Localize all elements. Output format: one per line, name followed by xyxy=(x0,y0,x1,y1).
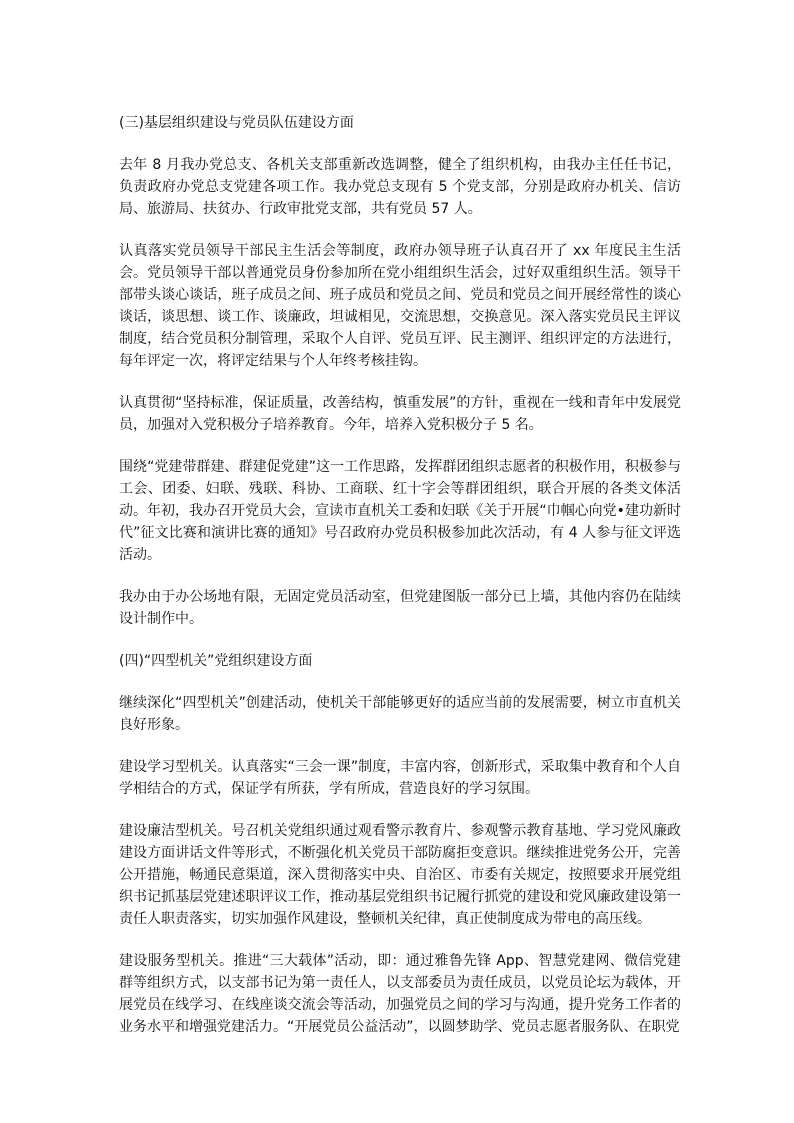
paragraph: 认真贯彻“坚持标准，保证质量，改善结构，慎重发展”的方针，重视在一线和青年中发展党员，加强对入党积极分子培养教育。今年，培养入党积极分子 5 名。 xyxy=(119,395,681,433)
paragraph: 建设学习型机关。认真落实“三会一课”制度，丰富内容，创新形式，采取集中教育和个人自学相结合的方式，保证学有所获，学有所成，营造良好的学习氛围。 xyxy=(119,759,681,797)
section-heading: (三)基层组织建设与党员队伍建设方面 xyxy=(119,115,354,131)
paragraph: 认真落实党员领导干部民主生活会等制度，政府办领导班子认真召开了 xx 年度民主生活会。党员领导干部以普通党员身份参加所在党小组组织生活会，过好双重组织生活。领导干部带头谈心谈话，班子成员之间、班子成员和党员之间、党员和党员之间开展经常性的谈心谈话，谈思想、谈工作、谈廉政，坦诚相见，交流思想，交换意见。深入落实党员民主评议制度，结合党员积分制管理，采取个人自评、党员互评、民主测评、组织评定的方法进行，每年评定一次，将评定结果与个人年终考核挂钩。 xyxy=(119,243,681,369)
paragraph: 我办由于办公场地有限，无固定党员活动室，但党建图版一部分已上墙，其他内容仍在陆续设计制作中。 xyxy=(119,589,681,627)
document-page xyxy=(119,112,681,1058)
paragraph: 建设服务型机关。推进“三大载体”活动，即：通过雅鲁先锋 App、智慧党建网、微信党建群等组织方式，以支部书记为第一责任人，以支部委员为责任成员，以党员论坛为载体，开展党员在线学习、在线座谈交流会等活动，加强党员之间的学习与沟通，提升党务工作者的业务水平和增强党建活力。“开展党员公益活动”，以圆梦助学、党员志愿者服务队、在职党 xyxy=(119,953,681,1035)
paragraph: 去年 8 月我办党总支、各机关支部重新改选调整，健全了组织机构，由我办主任任书记，负责政府办党总支党建各项工作。我办党总支现有 5 个党支部，分别是政府办机关、信访局、旅游局、扶贫办、行政审批党支部，共有党员 57 人。 xyxy=(119,157,681,217)
paragraph: 继续深化“四型机关”创建活动，使机关干部能够更好的适应当前的发展需要，树立市直机关良好形象。 xyxy=(119,695,681,733)
paragraph: 围绕“党建带群建、群建促党建”这一工作思路，发挥群团组织志愿者的积极作用，积极参与工会、团委、妇联、残联、科协、工商联、红十字会等群团组织，联合开展的各类文体活动。年初，我办召开党员大会，宣读市直机关工委和妇联《关于开展“巾帼心向党•建功新时代”征文比赛和演讲比赛的通知》号召政府办党员积极参加此次活动，有 4 人参与征文评选活动。 xyxy=(119,459,681,563)
section-3 xyxy=(119,112,681,630)
section-4 xyxy=(119,650,681,1038)
paragraph: 建设廉洁型机关。号召机关党组织通过观看警示教育片、参观警示教育基地、学习党风廉政建设方面讲话文件等形式，不断强化机关党员干部防腐拒变意识。继续推进党务公开，完善公开措施，畅通民意渠道，深入贯彻落实中央、自治区、市委有关规定，按照要求开展党组织书记抓基层党建述职评议工作，推动基层党组织书记履行抓党的建设和党风廉政建设第一责任人职责落实，切实加强作风建设，整顿机关纪律，真正使制度成为带电的高压线。 xyxy=(119,823,681,927)
section-heading: (四)“四型机关”党组织建设方面 xyxy=(119,653,313,669)
